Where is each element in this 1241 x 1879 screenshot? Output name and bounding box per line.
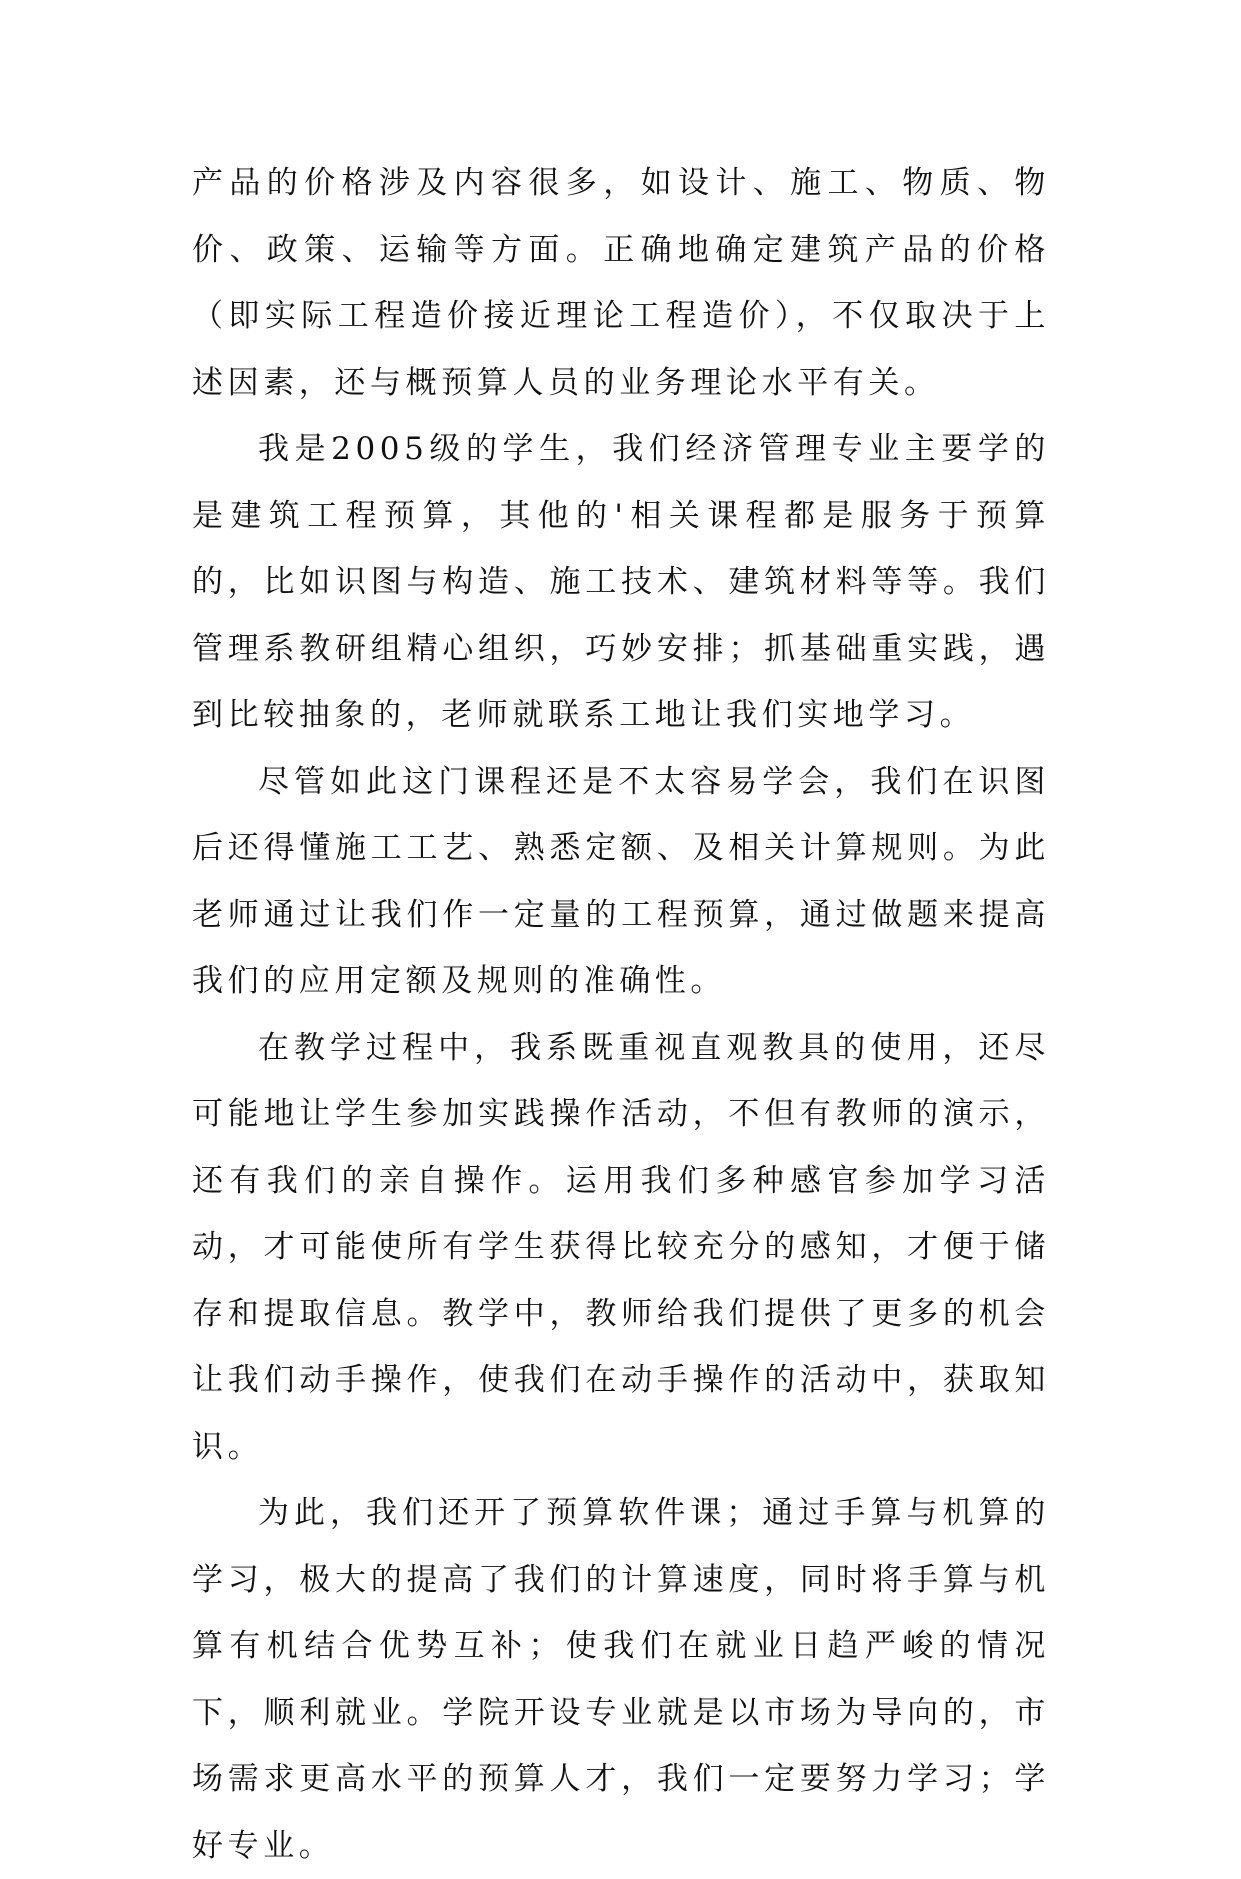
paragraph-3: 尽管如此这门课程还是不太容易学会，我们在识图后还得懂施工工艺、熟悉定额、及相关计算规则。为此老师通过让我们作一定量的工程预算，通过做题来提高我们的应用定额及规则的准确性。 [192,763,1050,999]
document-body [192,150,1050,1879]
paragraph-5: 为此，我们还开了预算软件课；通过手算与机算的学习，极大的提高了我们的计算速度，同时将手算与机算有机结合优势互补；使我们在就业日趋严峻的情况下，顺利就业。学院开设专业就是以市场为导向的，市场需求更高水平的预算人才，我们一定要努力学习；学好专业。 [192,1495,1050,1864]
paragraph-1: 产品的价格涉及内容很多，如设计、施工、物质、物价、政策、运输等方面。正确地确定建筑产品的价格（即实际工程造价接近理论工程造价），不仅取决于上述因素，还与概预算人员的业务理论水平有关。 [192,165,1050,401]
paragraph-4: 在教学过程中，我系既重视直观教具的使用，还尽可能地让学生参加实践操作活动，不但有教师的演示，还有我们的亲自操作。运用我们多种感官参加学习活动，才可能使所有学生获得比较充分的感知，才便于储存和提取信息。教学中，教师给我们提供了更多的机会让我们动手操作，使我们在动手操作的活动中，获取知识。 [192,1029,1050,1465]
paragraph-2: 我是2005级的学生，我们经济管理专业主要学的是建筑工程预算，其他的'相关课程都是服务于预算的，比如识图与构造、施工技术、建筑材料等等。我们管理系教研组精心组织，巧妙安排；抓基础重实践，遇到比较抽象的，老师就联系工地让我们实地学习。 [192,431,1050,733]
